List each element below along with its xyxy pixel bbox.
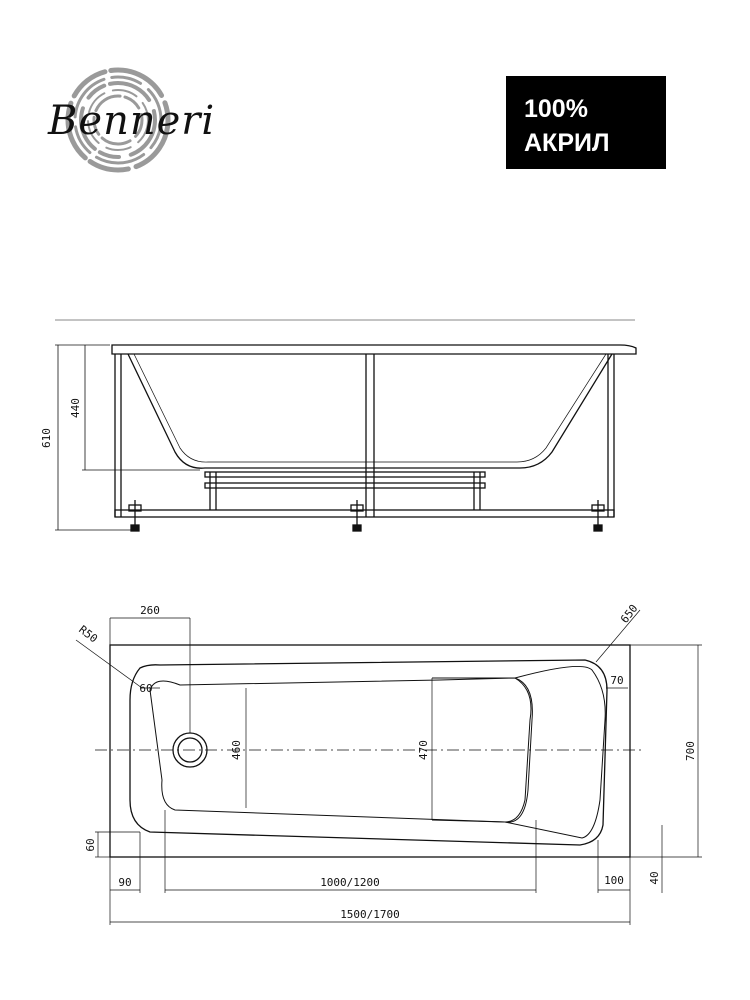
dim-inner-depth: 440 [69, 398, 82, 418]
dim-70-right: 70 [610, 674, 624, 687]
dim-90: 90 [118, 876, 132, 889]
foot-right [592, 500, 604, 531]
dim-1500-1700: 1500/1700 [340, 908, 400, 921]
dim-r50: R50 [76, 623, 100, 646]
dim-650: 650 [618, 602, 641, 626]
side-view [55, 320, 636, 531]
dim-1000-1200: 1000/1200 [320, 876, 380, 889]
badge-percent: 100% [524, 95, 588, 123]
dim-700: 700 [684, 741, 697, 761]
dim-bottom-40: 40 [648, 871, 661, 885]
dim-bottom-60: 60 [84, 838, 97, 852]
dim-total-height: 610 [40, 428, 53, 448]
brand-name: Benneri [48, 98, 216, 144]
badge-material: АКРИЛ [524, 129, 610, 157]
dim-470: 470 [417, 740, 430, 760]
foot-left [129, 500, 141, 531]
foot-middle [351, 500, 363, 531]
dim-100: 100 [604, 874, 624, 887]
dim-460: 460 [230, 740, 243, 760]
dim-260: 260 [140, 604, 160, 617]
dim-60-left: 60 [139, 682, 153, 695]
